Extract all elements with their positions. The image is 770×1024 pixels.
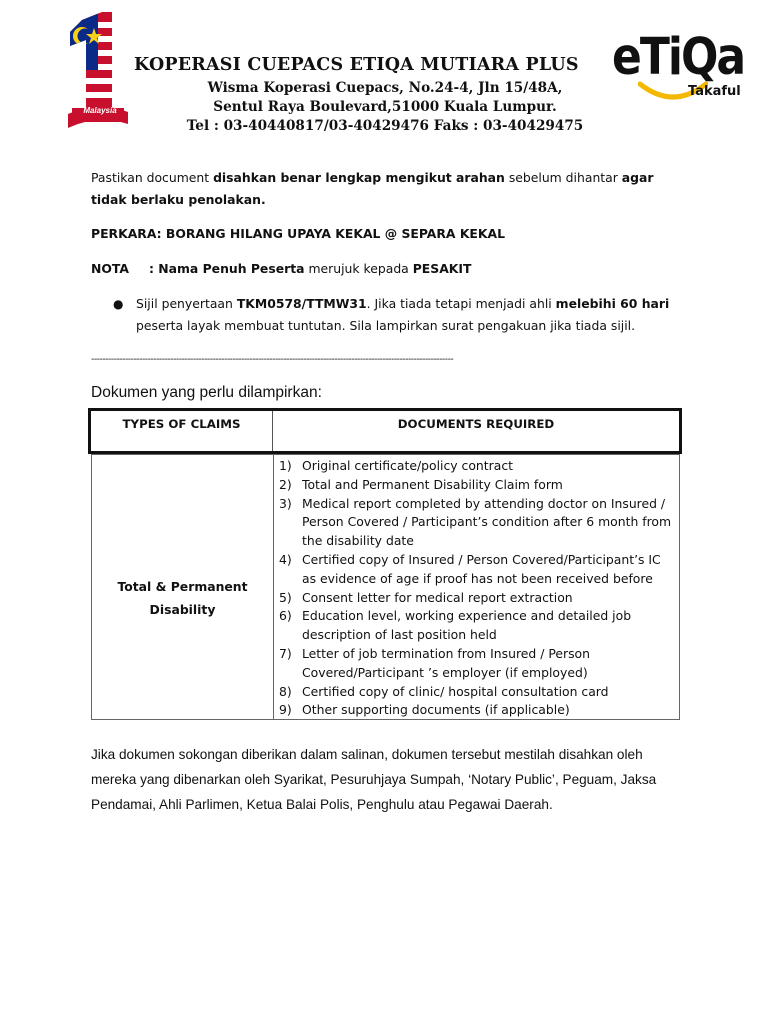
document-item	[277, 551, 677, 589]
document-text: Other supporting documents (if applicable)	[302, 702, 570, 718]
document-number: 4)	[279, 551, 292, 567]
document-text: Total and Permanent Disability Claim form	[302, 476, 563, 492]
subject-line: PERKARA: BORANG HILANG UPAYA KEKAL @ SEPARA KEKAL	[91, 226, 505, 241]
bullet-text: peserta layak membuat tuntutan. Sila lampirkan surat pengakuan jika tiada sijil.	[136, 318, 636, 333]
etiqa-logo-wordmark: eTiQa	[612, 28, 745, 87]
address-line-2: Sentul Raya Boulevard,51000 Kuala Lumpur.	[213, 99, 557, 115]
document-item	[277, 683, 677, 702]
document-item	[277, 495, 677, 551]
header-cell-documents	[273, 411, 679, 451]
document-number: 9)	[279, 702, 292, 718]
claim-type-line: Total & Permanent	[117, 579, 248, 594]
document-number: 1)	[279, 458, 292, 473]
document-text: Certified copy of clinic/ hospital consultation card	[302, 683, 609, 699]
document-item	[277, 701, 677, 720]
note-label: NOTA	[91, 261, 129, 276]
document-item	[277, 589, 677, 608]
bullet-emphasis: TKM0578/TTMW31	[236, 296, 367, 311]
dashed-separator: --------------------------------------------------------------------------------------------------------------------------------	[91, 354, 454, 365]
etiqa-logo	[608, 28, 745, 108]
claim-type-cell	[92, 455, 274, 719]
claim-type-line: Disability	[149, 602, 216, 617]
table-body	[91, 454, 680, 720]
document-text: Education level, working experience and detailed job description of last position held	[302, 608, 632, 643]
claim-type	[92, 575, 273, 621]
document-number: 2)	[279, 476, 292, 492]
header-claim-types: TYPES OF CLAIMS	[122, 417, 241, 431]
bullet-text: Sijil penyertaan	[136, 296, 237, 311]
organization-name: KOPERASI CUEPACS ETIQA MUTIARA PLUS	[134, 55, 579, 75]
document-item	[277, 457, 677, 476]
document-item	[277, 645, 677, 683]
document-number: 8)	[279, 683, 292, 699]
document-number: 3)	[279, 495, 292, 511]
note-text: merujuk kepada	[304, 261, 413, 276]
intro-text: Pastikan document	[91, 170, 214, 185]
document-text: Consent letter for medical report extraction	[302, 589, 573, 605]
certificate-bullet	[113, 293, 688, 337]
bullet-emphasis: melebihi 60 hari	[555, 296, 670, 311]
bullet-icon: ●	[113, 297, 124, 311]
etiqa-logo-subtitle: Takaful	[688, 84, 741, 99]
documents-title: Dokumen yang perlu dilampirkan:	[91, 384, 322, 401]
intro-text: sebelum dihantar	[504, 170, 622, 185]
document-text: Certified copy of Insured / Person Covered/Participant’s IC as evidence of age if proof has not been received before	[302, 551, 661, 586]
table-header	[88, 408, 682, 454]
documents-list	[277, 457, 677, 720]
document-number: 6)	[279, 608, 292, 624]
contact-line: Tel : 03-40440817/03-40429476 Faks : 03-40429475	[186, 118, 584, 134]
header-cell-claim-types	[91, 411, 273, 451]
intro-emphasis: agar tidak berlaku penolakan.	[91, 170, 654, 207]
document-text: Medical report completed by attending doctor on Insured / Person Covered / Participant’s condition after 6 month from the disability date	[302, 495, 672, 549]
address-line-1: Wisma Koperasi Cuepacs, No.24-4, Jln 15/48A,	[207, 80, 563, 96]
note-emphasis: PESAKIT	[412, 261, 472, 276]
intro-paragraph	[91, 167, 691, 211]
note-line	[91, 258, 691, 280]
bullet-text: . Jika tiada tetapi menjadi ahli	[366, 296, 556, 311]
document-number: 7)	[279, 645, 292, 661]
document-text: Letter of job termination from Insured / Person Covered/Participant ’s employer (if employed)	[302, 645, 590, 680]
note-emphasis: : Nama Penuh Peserta	[149, 261, 305, 276]
document-item	[277, 476, 677, 495]
intro-emphasis: disahkan benar lengkap mengikut arahan	[213, 170, 505, 185]
footer-note: Jika dokumen sokongan diberikan dalam salinan, dokumen tersebut mestilah disahkan oleh mereka yang dibenarkan oleh Syarikat, Pesuruhjaya Sumpah, ‘Notary Public’, Peguam, Jaksa Pendamai, Ahli Parlimen, Ketua Balai Polis, Penghulu atau Pegawai Daerah.	[91, 747, 657, 812]
header-documents-required: DOCUMENTS REQUIRED	[397, 417, 555, 431]
document-number: 5)	[279, 589, 292, 605]
document-item	[277, 607, 677, 645]
1malaysia-logo-caption: Malaysia	[83, 106, 117, 115]
document-text: Original certificate/policy contract	[302, 458, 513, 473]
